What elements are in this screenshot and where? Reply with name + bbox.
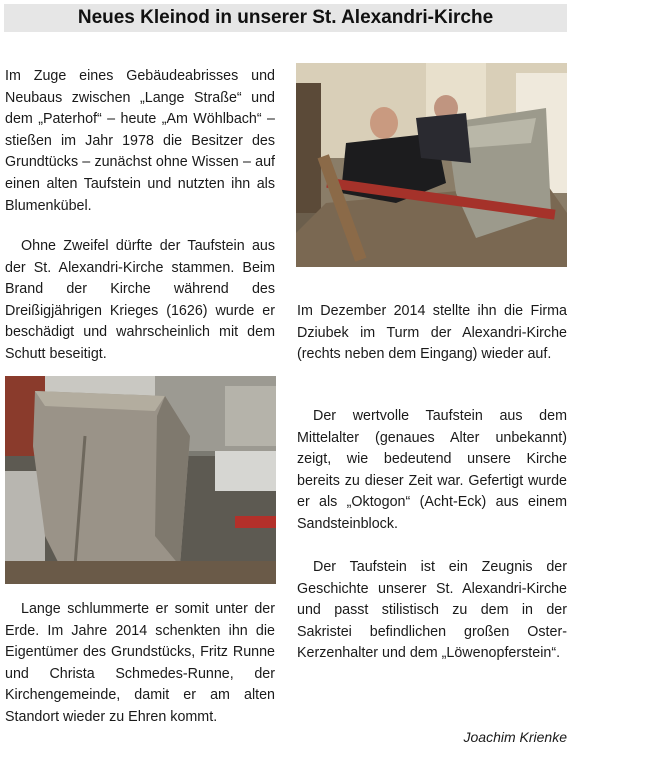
paragraph-installation: Im Dezember 2014 stellte ihn die Firma Dziubek im Turm der Alexandri-Kirche (rechts neben dem Eingang) wieder auf. bbox=[297, 303, 567, 363]
paragraph-significance: Der Taufstein ist ein Zeugnis der Geschichte unserer St. Alexandri-Kirche und passt stilistisch zu dem in der Sakristei befindlichen großen Oster-Kerzenhalter und dem „Löwenopferstein“. bbox=[297, 559, 567, 662]
page-title: Neues Kleinod in unserer St. Alexandri-Kirche bbox=[77, 7, 494, 28]
author-signature: Joachim Krienke bbox=[463, 729, 567, 745]
paragraph-description: Der wertvolle Taufstein aus dem Mittelalter (genaues Alter unbekannt) zeigt, wie bedeutend unsere Kirche bereits zu dieser Zeit war. Gefertigt wurde er als „Oktogon“ (Acht-Eck) aus einem Sandsteinblock. bbox=[297, 408, 567, 532]
paragraph-discovery: Im Zuge eines Gebäudeabrisses und Neubaus zwischen „Lange Straße“ und dem „Paterhof“ – heute „Am Wöhlbach“ – stießen im Jahr 1978 die Besitzer des Grundtücks – zunächst ohne Wissen – auf einen alten Taufstein und nutzten ihn als Blumenkübel. bbox=[5, 68, 275, 214]
title-bar bbox=[4, 4, 567, 32]
photo-installation bbox=[296, 63, 567, 267]
paragraph-donation: Lange schlummerte er somit unter der Erde. Im Jahre 2014 schenkten ihn die Eigentümer des Grundstücks, Fritz Runne und Christa Schmedes-Runne, der Kirchengemeinde, damit er am alten Standort wieder zu Ehren kommt. bbox=[5, 601, 275, 725]
paragraph-origin: Ohne Zweifel dürfte der Taufstein aus der St. Alexandri-Kirche stammen. Beim Brand der Kirche während des Dreißigjährigen Krieges (1626) wurde er beschädigt und wahrscheinlich mit dem Schutt beseitigt. bbox=[5, 238, 275, 362]
photo-stone-on-trailer bbox=[5, 376, 276, 584]
